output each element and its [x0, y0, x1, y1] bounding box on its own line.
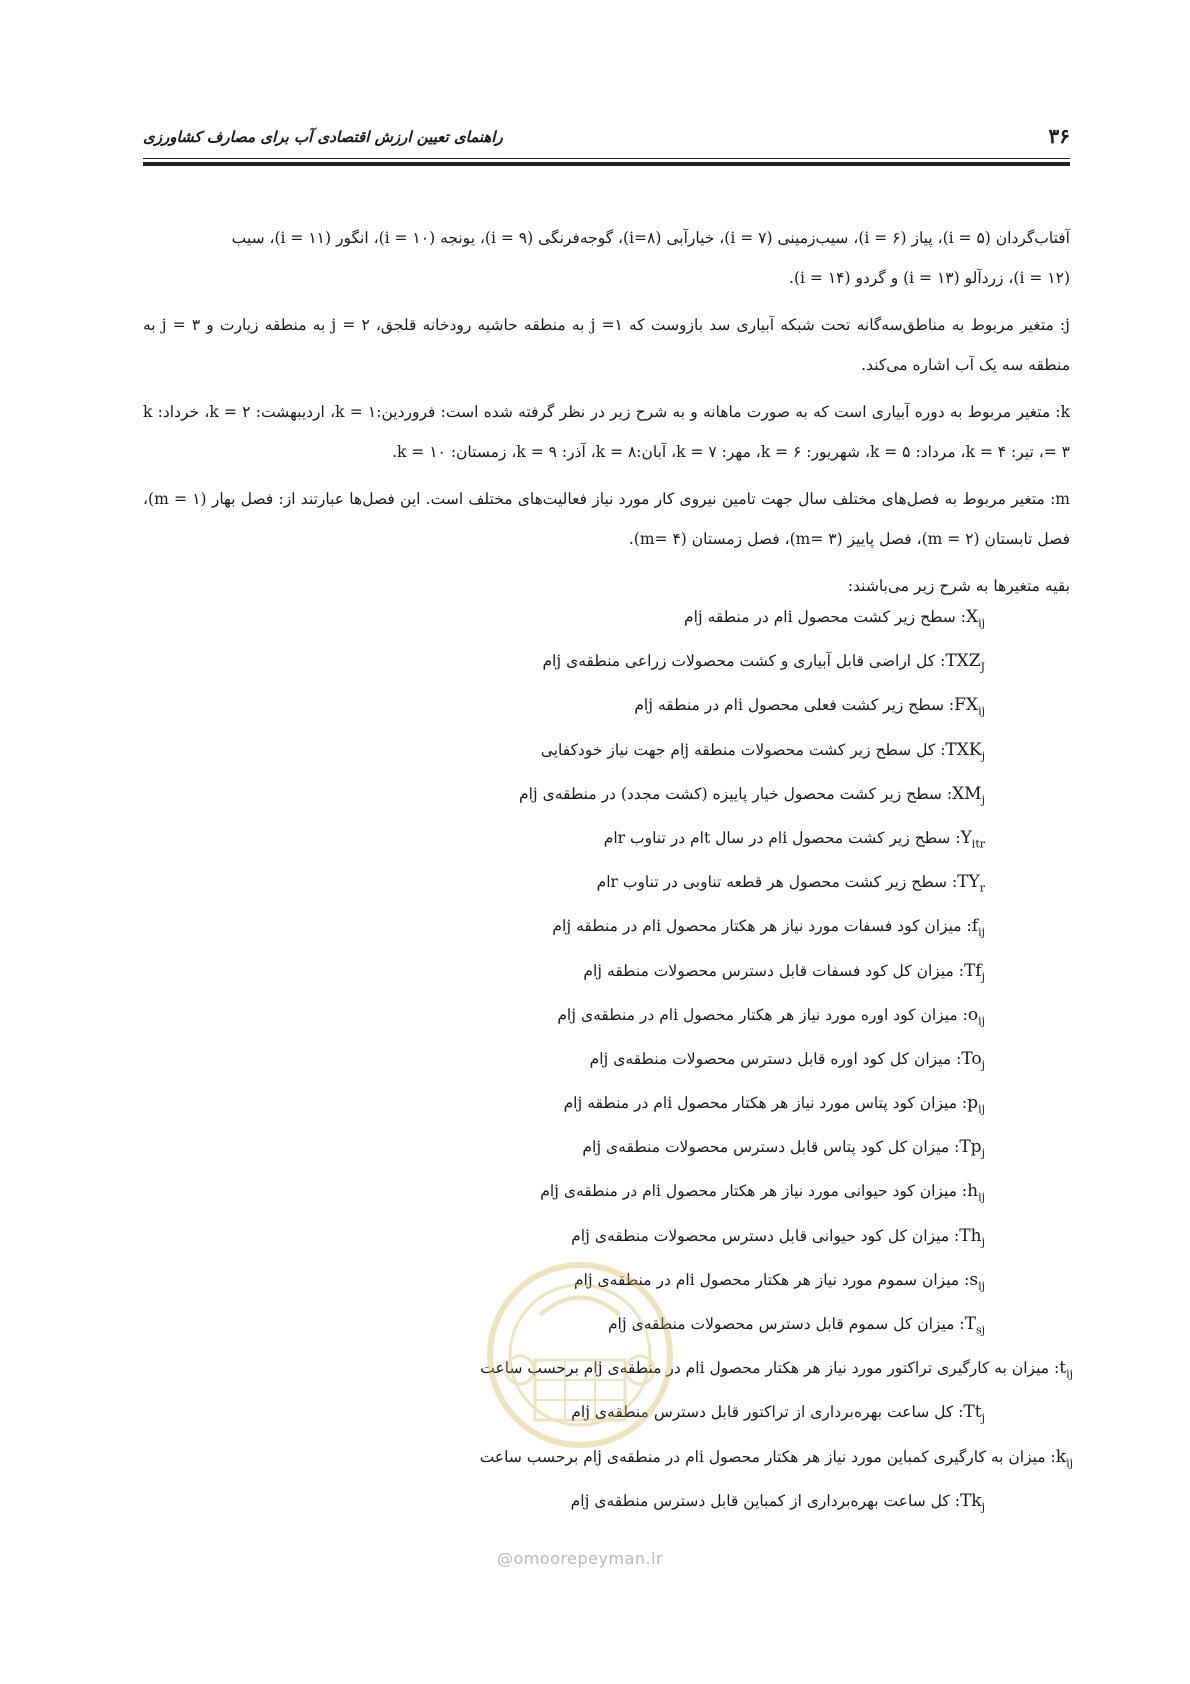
variable-item [253, 1479, 1073, 1523]
variable-item [253, 1037, 1073, 1081]
variable-symbol: $o_{ij}$ [967, 1004, 985, 1028]
variable-description: : کل ساعت بهره‌برداری از کمباین قابل دسترس منطقه‌ی jام [570, 1491, 960, 1510]
variable-symbol: $Th_j$ [959, 1225, 985, 1249]
watermark-logo [480, 1255, 680, 1475]
variable-description: : سطح زیر کشت محصول iام در سال tام در تناوب rام [603, 828, 961, 847]
variable-symbol: $Tt_j$ [963, 1402, 985, 1425]
variable-symbol: $Y_{itr}$ [960, 827, 985, 851]
paragraph-crops-line1: آفتاب‌گردان (i = ۵)، پیاز (i = ۶)، سیب‌زمینی (i = ۷)، خیارآبی (i=۸)، گوجه‌فرنگی (i = ۹)، یونجه (i = ۱۰)، انگور (i = ۱۱)، سیب [231, 229, 1070, 247]
paragraph-crops-line2: (i = ۱۲)، زردآلو (i = ۱۳) و گردو (i = ۱۴). [789, 269, 1070, 287]
variable-description: : میزان کود اوره مورد نیاز هر هکتار محصول iام در منطقه‌ی jام [557, 1005, 968, 1024]
variable-symbol: $X_{ij}$ [965, 607, 985, 630]
variable-item [253, 1169, 1073, 1213]
variable-symbol: $T_{sj}$ [964, 1314, 985, 1337]
variable-item [253, 904, 1073, 948]
variable-description: : میزان کود حیوانی مورد نیاز هر هکتار محصول iام در منطقه‌ی jام [540, 1182, 968, 1201]
variable-item [253, 1081, 1073, 1125]
running-title: راهنمای تعیین ارزش اقتصادی آب برای مصارف کشاورزی [143, 128, 503, 146]
variable-symbol: $Tf_j$ [963, 960, 985, 983]
variable-symbol: $h_{ij}$ [967, 1181, 985, 1204]
paragraph-j-definition: j: متغیر مربوط به مناطق‌سه‌گانه تحت شبکه آبیاری سد بازوست که j =۱ به منطقه حاشیه رودخانه قلجق، j = ۲ به منطقه زیارت و j = ۳ به منطقه سه یک آب اشاره می‌کند. [143, 316, 1070, 374]
variable-item [253, 772, 1073, 816]
variable-description: : میزان کل کود حیوانی قابل دسترس محصولات منطقه‌ی jام [571, 1226, 960, 1245]
variable-symbol: $FX_{ij}$ [954, 695, 985, 718]
variable-symbol: $XM_j$ [952, 783, 985, 807]
variable-symbol: $Tk_j$ [959, 1490, 985, 1514]
header-rule-thin [143, 158, 1070, 159]
variable-description: : کل ساعت بهره‌برداری از تراکتور قابل دسترس منطقه‌ی jام [571, 1403, 964, 1422]
variable-symbol: $f_{ij}$ [971, 916, 985, 939]
variable-symbol: $p_{ij}$ [967, 1093, 985, 1116]
variable-item [253, 816, 1073, 860]
variable-item [253, 949, 1073, 993]
variable-item [253, 993, 1073, 1037]
variable-item [253, 860, 1073, 904]
variable-symbol: $TY_r$ [957, 872, 985, 895]
variable-description: : سطح زیر کشت محصول خیار پاییزه (کشت مجدد) در منطقه‌ی jام [519, 784, 953, 803]
variable-symbol: $Tp_j$ [959, 1137, 985, 1160]
variable-description: : میزان کود فسفات مورد نیاز هر هکتار محصول iام در منطقه jام [552, 917, 972, 936]
variable-symbol: $s_{ij}$ [969, 1269, 985, 1293]
variable-description: : میزان به کارگیری کمباین مورد نیاز هر هکتار محصول iام در منطقه‌ی jام برحسب ساعت [479, 1447, 1056, 1466]
watermark-site: @omoorepeyman.ir [497, 1549, 664, 1568]
page-number: ۳۶ [1048, 124, 1070, 148]
header-rule-thick [143, 162, 1070, 166]
variable-symbol: $To_j$ [961, 1048, 985, 1072]
variable-symbol: $TXZ_J$ [945, 651, 985, 674]
paragraph-k-definition: k: متغیر مربوط به دوره آبیاری است که به صورت ماهانه و به شرح زیر در نظر گرفته شده است: فروردین:k = ۱، اردیبهشت: k = ۲، خرداد: k = ۳، تیر: k = ۴، مرداد: k = ۵، شهریور: k = ۶، مهر: k = ۷، آبان:k = ۸، آذر: k = ۹، زمستان: k = ۱۰. [143, 403, 1070, 461]
variable-description: : میزان کل سموم قابل دسترس محصولات منطقه‌ی jام [607, 1315, 965, 1333]
variable-item [253, 1125, 1073, 1169]
paragraph-m-definition: m: متغیر مربوط به فصل‌های مختلف سال جهت تامین نیروی کار مورد نیاز فعالیت‌های مختلف است. این فصل‌ها عبارتند از: فصل بهار (m = ۱)، فصل تابستان (m = ۲)، فصل پاییز (m= ۳)، فصل زمستان (m= ۴). [143, 490, 1070, 548]
variable-description: : کل اراضی قابل آبیاری و کشت محصولات زراعی منطقه‌ی jام [542, 652, 946, 671]
variable-description: : میزان کل کود فسفات قابل دسترس محصولات منطقه jام [583, 961, 964, 980]
variable-description: : میزان کود پتاس مورد نیاز هر هکتار محصول iام در منطقه jام [563, 1094, 968, 1113]
variable-item [253, 595, 1073, 639]
variable-description: : میزان کل کود پتاس قابل دسترس محصولات منطقه‌ی jام [582, 1138, 960, 1157]
variable-description: : سطح زیر کشت محصول iام در منطقه jام [683, 608, 966, 626]
variable-item [253, 639, 1073, 683]
variable-symbol: $t_{ij}$ [1059, 1358, 1073, 1381]
body-text [143, 218, 1070, 613]
variable-description: : میزان سموم مورد نیاز هر هکتار محصول iام در منطقه‌ی jام [573, 1270, 970, 1289]
variable-description: : سطح زیر کشت محصول هر قطعه تناوبی در تناوب rام [596, 873, 958, 892]
variable-description: : میزان کل کود اوره قابل دسترس محصولات منطقه‌ی jام [589, 1049, 962, 1068]
variable-item [253, 1214, 1073, 1258]
variable-item [253, 728, 1073, 772]
variable-symbol: $TXK_j$ [945, 739, 985, 762]
variable-description: : میزان به کارگیری تراکتور مورد نیاز هر هکتار محصول iام در منطقه‌ی jام برحسب ساعت [480, 1359, 1060, 1378]
variable-symbol: $k_{ij}$ [1055, 1446, 1073, 1469]
paragraph-crops [143, 218, 1070, 298]
variable-description: : کل سطح زیر کشت محصولات منطقه jام جهت نیاز خودکفایی [540, 740, 946, 759]
variable-description: : سطح زیر کشت فعلی محصول iام در منطقه jام [634, 696, 955, 715]
paragraph-intro-variables: بقیه متغیرها به شرح زیر می‌باشند: [847, 577, 1070, 595]
page-header [143, 118, 1070, 158]
variable-item [253, 683, 1073, 727]
